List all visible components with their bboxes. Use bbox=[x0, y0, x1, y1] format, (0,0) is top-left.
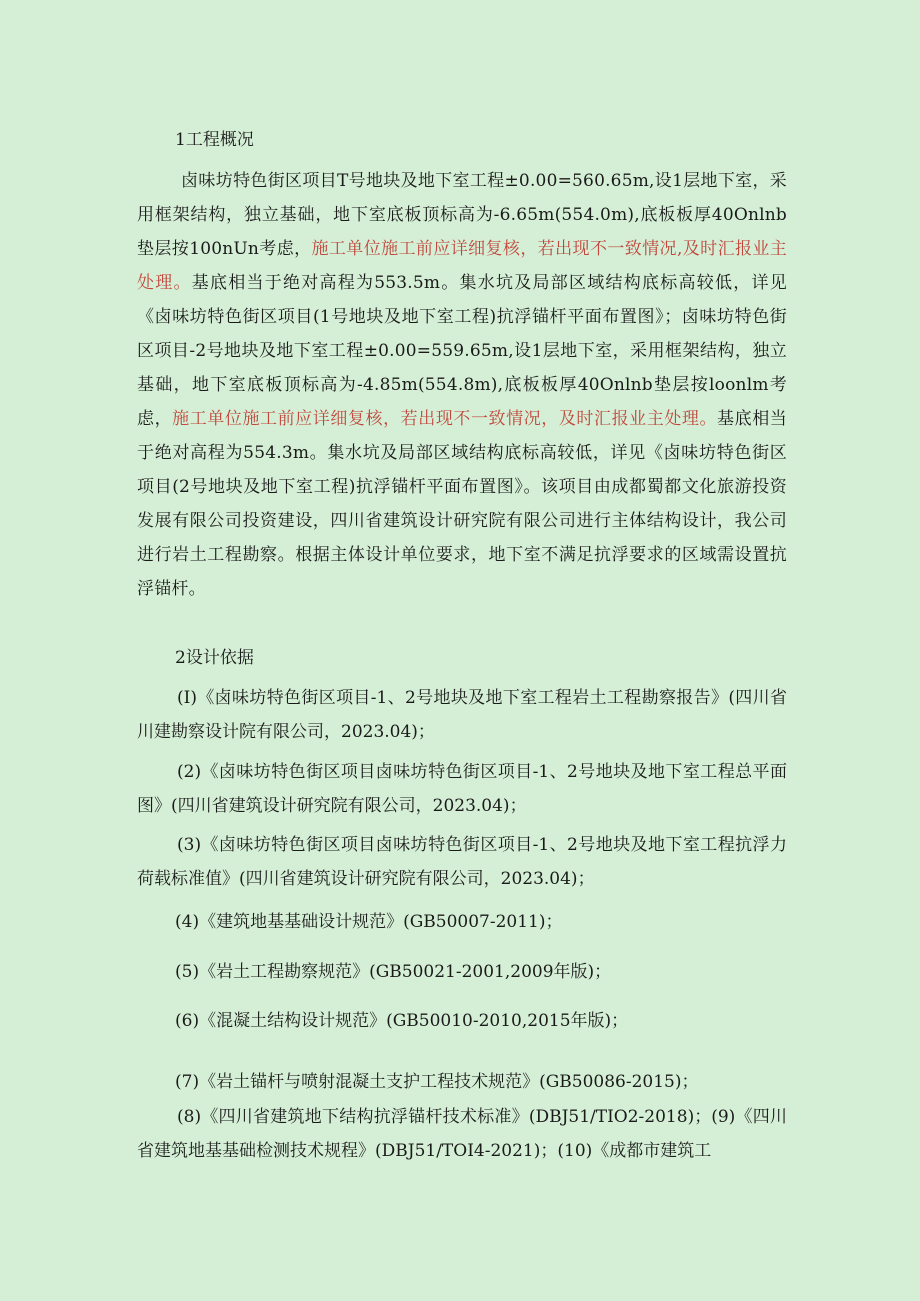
body-text-3: 基底相当于绝对高程为554.3m。集水坑及局部区域结构底标高较低，详见《卤味坊特色街区项目(2号地块及地下室工程)抗浮锚杆平面布置图》。该项目由成都蜀都文化旅游投资发展有限公司投资建设，四川省建筑设计研究院有限公司进行主体结构设计，我公司进行岩土工程勘察。根据主体设计单位要求，地下室不满足抗浮要求的区域需设置抗浮锚杆。 bbox=[137, 409, 787, 599]
section-1-title: 1工程概况 bbox=[175, 130, 254, 150]
reference-item-4: (4)《建筑地基基础设计规范》(GB50007-2011)； bbox=[175, 912, 563, 932]
reference-item-7: (7)《岩土锚杆与喷射混凝土支护工程技术规范》(GB50086-2015)； bbox=[175, 1072, 699, 1092]
reference-item-3: (3)《卤味坊特色街区项目卤味坊特色街区项目-1、2号地块及地下室工程抗浮力荷载标准值》(四川省建筑设计研究院有限公司，2023.04)； bbox=[137, 835, 787, 889]
reference-item-2: (2)《卤味坊特色街区项目卤味坊特色街区项目-1、2号地块及地下室工程总平面图》(四川省建筑设计研究院有限公司，2023.04)； bbox=[137, 762, 787, 816]
reference-item-6: (6)《混凝土结构设计规范》(GB50010-2010,2015年版)； bbox=[175, 1011, 629, 1031]
section-1-body bbox=[137, 164, 787, 606]
body-text-2: 基底相当于绝对高程为553.5m。集水坑及局部区域结构底标高较低，详见《卤味坊特色街区项目(1号地块及地下室工程)抗浮锚杆平面布置图》；卤味坊特色街区项目-2号地块及地下室工程±0.00=559.65m,设1层地下室，采用框架结构，独立基础，地下室底板顶标高为-4.85m(554.8m),底板板厚40Onlnb垫层按loonlm考虑， bbox=[137, 273, 787, 429]
reference-item-1: (I)《卤味坊特色街区项目-1、2号地块及地下室工程岩土工程勘察报告》(四川省川建勘察设计院有限公司，2023.04)； bbox=[137, 688, 787, 742]
notice-text-1: 施工单位施工前应详细复核，若出现不一致情况,及时汇报业主处理。 bbox=[137, 239, 787, 293]
section-2-title: 2设计依据 bbox=[175, 648, 254, 668]
body-text-1: 卤味坊特色街区项目T号地块及地下室工程±0.00=560.65m,设1层地下室，采用框架结构，独立基础，地下室底板顶标高为-6.65m(554.0m),底板板厚40Onlnb垫层按100nUn考虑， bbox=[137, 171, 787, 259]
reference-item-8: (8)《四川省建筑地下结构抗浮锚杆技术标准》(DBJ51∕TIO2-2018)；(9)《四川省建筑地基基础检测技术规程》(DBJ51∕TOI4-2021)；(10)《成都市建筑工 bbox=[137, 1107, 787, 1161]
notice-text-2: 施工单位施工前应详细复核，若出现不一致情况，及时汇报业主处理。 bbox=[172, 409, 718, 429]
reference-item-5: (5)《岩土工程勘察规范》(GB50021-2001,2009年版)； bbox=[175, 962, 612, 982]
